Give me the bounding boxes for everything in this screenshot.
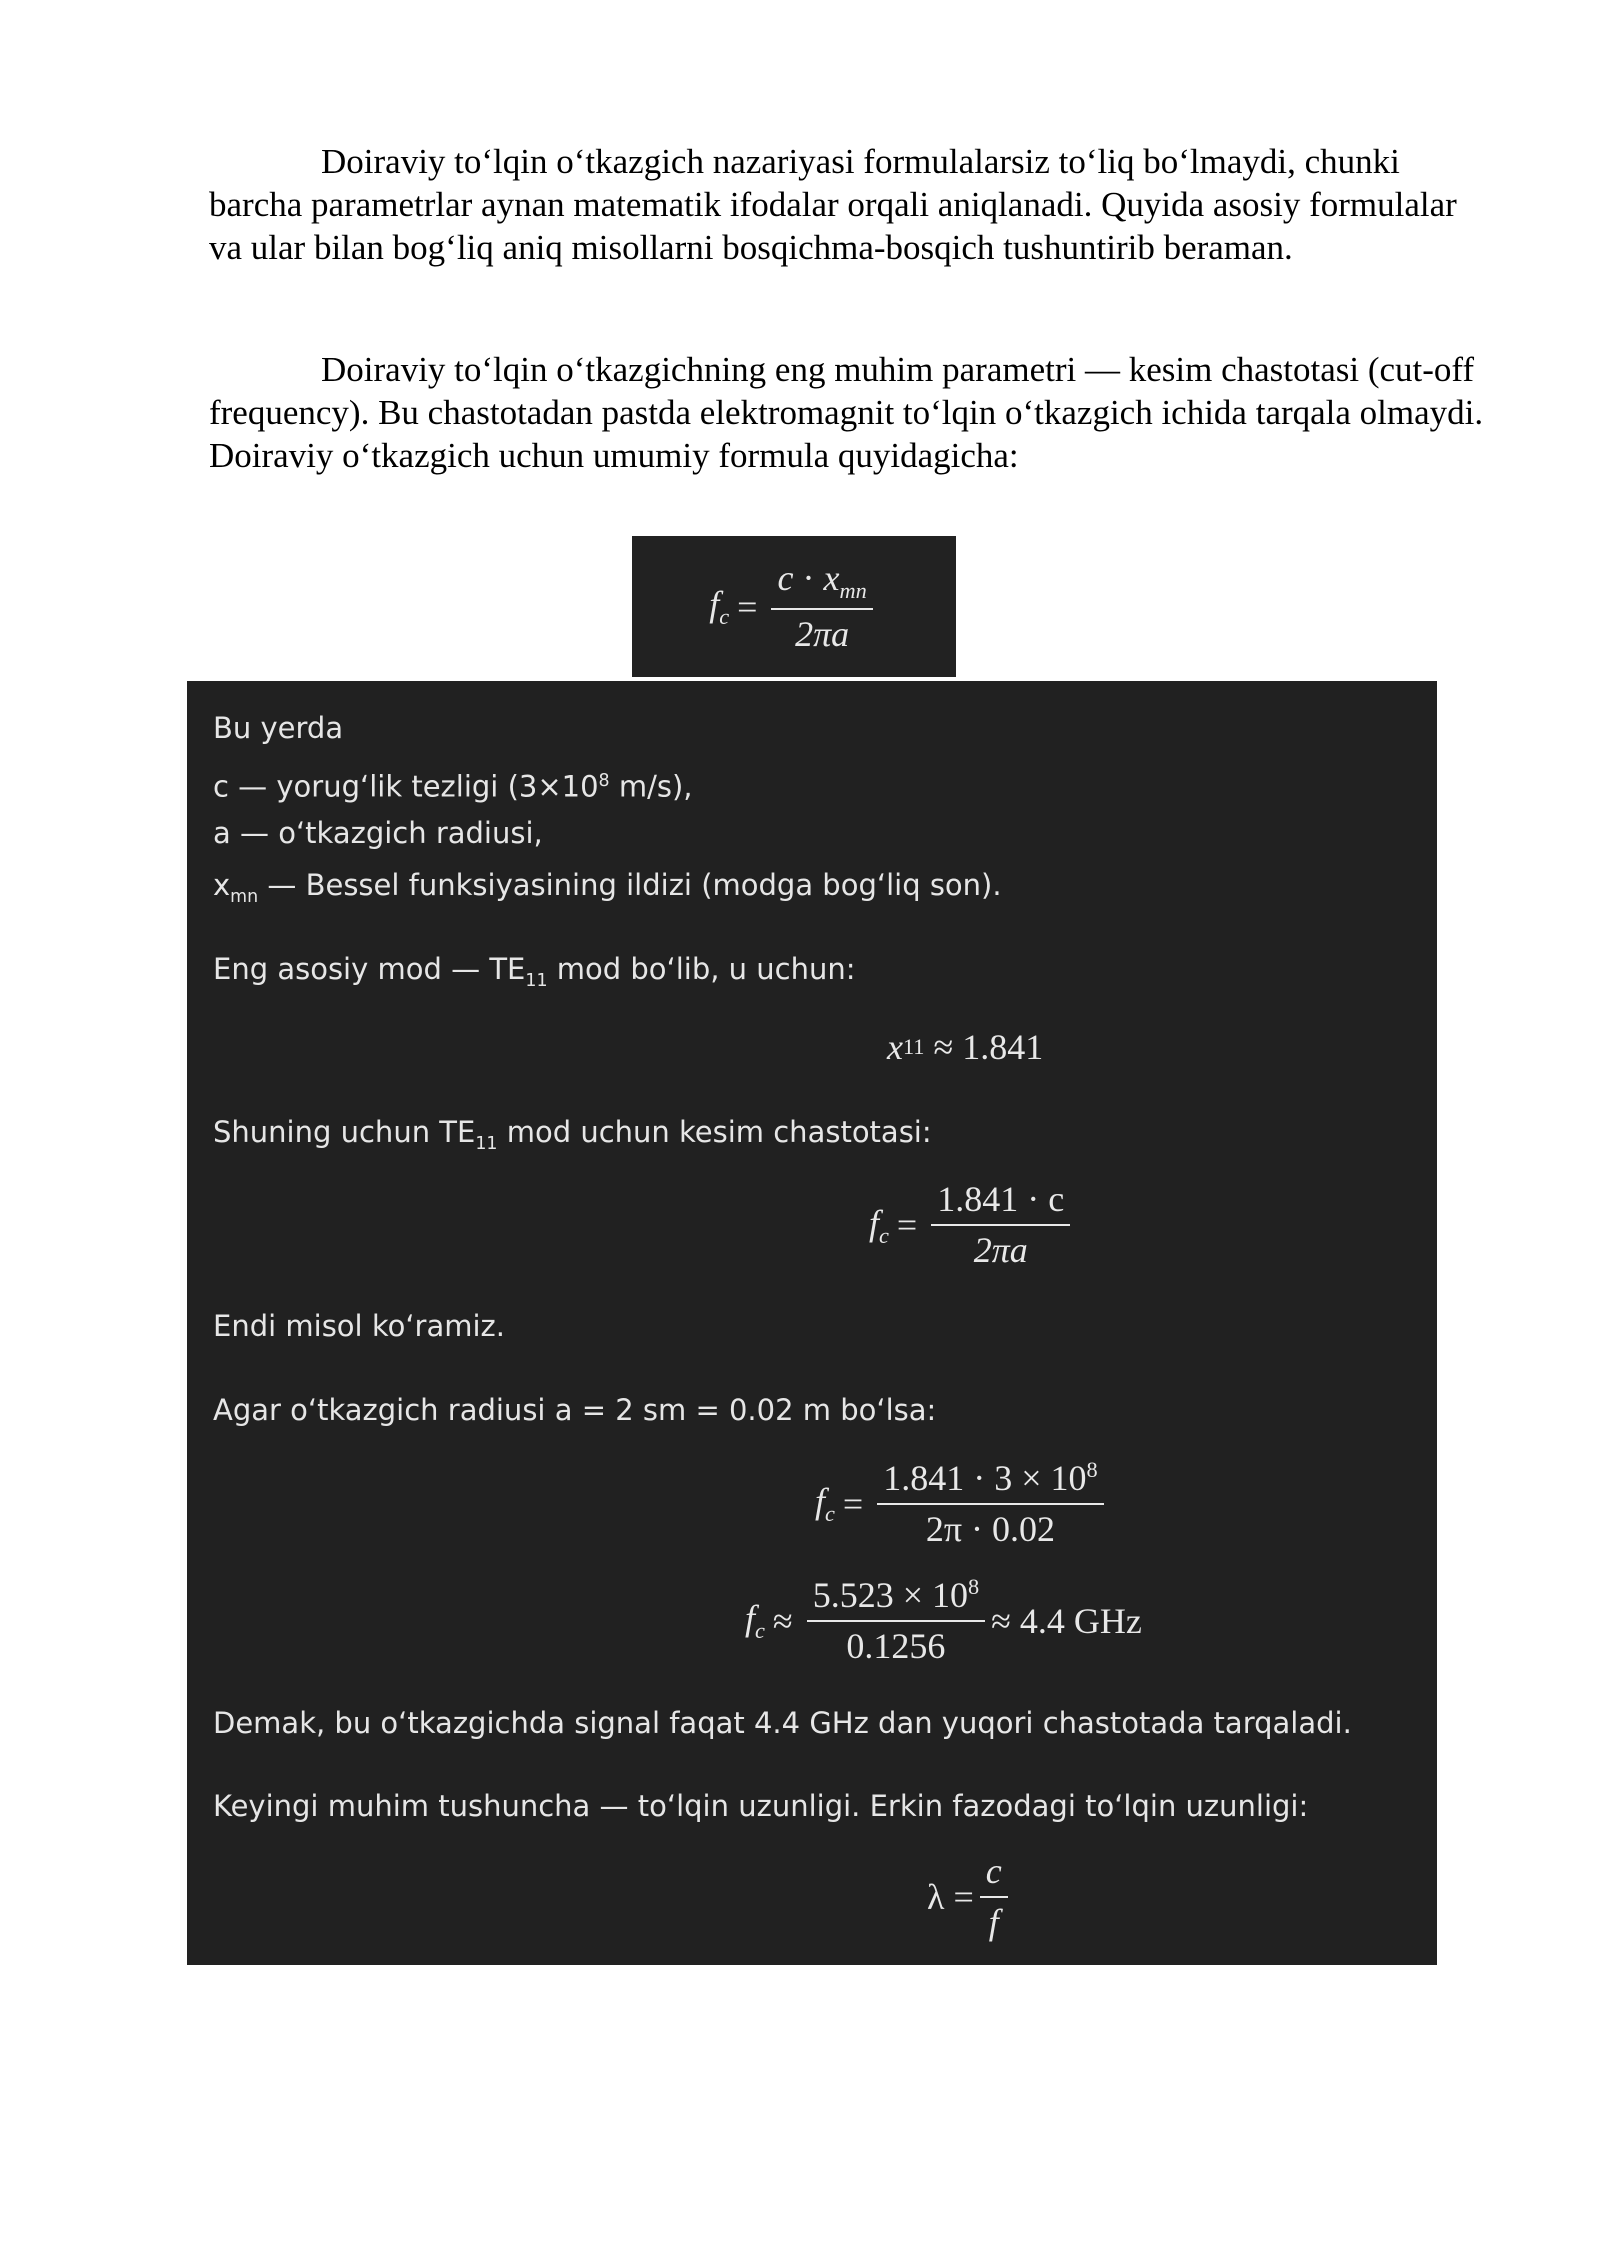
intro-paragraph: Doiraviy to‘lqin o‘tkazgich nazariyasi formulalarsiz to‘liq bo‘lmaydi, chunki barcha parametrlar aynan matematik ifodalar orqali aniqlanadi. Quyida asosiy formulalar va ular bilan bog‘liq aniq misollarni bosqichma-bosqich tushuntirib beraman. xyxy=(209,142,1457,267)
cutoff-paragraph: Doiraviy to‘lqin o‘tkazgichning eng muhim parametri — kesim chastotasi (cut-off frequency). Bu chastotadan pastda elektromagnit to‘lqin o‘tkazgich ichida tarqala olmaydi. Doiraviy o‘tkazgich uchun umumiy formula quyidagicha: xyxy=(209,350,1484,475)
radius-text: Agar o‘tkazgich radiusi a = 2 sm = 0.02 m bo‘lsa: xyxy=(213,1393,937,1427)
result-equation: $f_c$ ≈ $\frac{5.523 \times 10^8}{0.1256}$ ≈ 4.4 GHz xyxy=(745,1574,1142,1667)
conclusion-text: Demak, bu o‘tkazgichda signal faqat 4.4 GHz dan yuqori chastotada tarqaladi. xyxy=(213,1706,1352,1740)
example-text: Endi misol ko‘ramiz. xyxy=(213,1309,505,1343)
wavelength-equation: λ = $\frac{c}{f}$ xyxy=(927,1851,1014,1944)
formula-denominator: 2πa xyxy=(795,613,850,654)
x11-equation: x 11 ≈ 1.841 xyxy=(887,1027,1044,1067)
explanation-panel xyxy=(187,681,1437,1965)
te11-cutoff-equation: $f_c$ = $\frac{1.841 \cdot c}{2\pi a}$ xyxy=(869,1179,1076,1272)
x-definition: $x_{mn}$ — Bessel funksiyasining ildizi (modga bog‘liq son). xyxy=(213,868,1002,907)
c-definition: c — yorug‘lik tezligi ($3\times 10^8$ m/s), xyxy=(213,769,693,804)
formula-fraction xyxy=(771,558,872,655)
cutoff-formula-image xyxy=(632,536,956,677)
formula-numerator: $c \cdot x_{mn}$ xyxy=(771,558,872,610)
main-mode-text: Eng asosiy mod — $TE_{11}$ mod bo‘lib, u uchun: xyxy=(213,952,856,991)
te11-cutoff-text: Shuning uchun $TE_{11}$ mod uchun kesim chastotasi: xyxy=(213,1115,932,1154)
formula-equals: = xyxy=(737,586,758,627)
wavelength-text: Keyingi muhim tushuncha — to‘lqin uzunligi. Erkin fazodagi to‘lqin uzunligi: xyxy=(213,1789,1309,1823)
bu-yerda-label: Bu yerda xyxy=(213,711,344,745)
a-definition: a — o‘tkazgich radiusi, xyxy=(213,816,543,850)
formula-lhs: $f_c$ xyxy=(709,583,730,630)
substitution-equation: $f_c$ = $\frac{1.841 \cdot 3 \times 10^8}{2\pi \cdot 0.02}$ xyxy=(815,1457,1110,1551)
